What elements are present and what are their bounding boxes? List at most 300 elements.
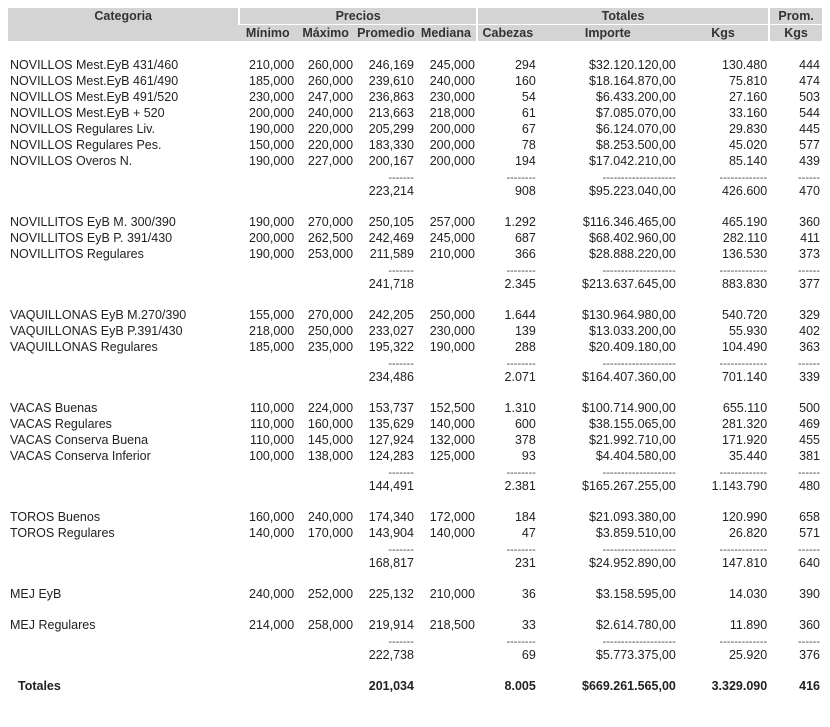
- subtotal-kgs: 147.810: [721, 555, 768, 570]
- row-mediana: 140,000: [429, 525, 475, 540]
- row-cabezas: 184: [514, 509, 536, 524]
- row-cabezas: 47: [521, 525, 536, 540]
- row-kgs: 171.920: [721, 432, 768, 447]
- divider-prom-kgs: ------: [798, 543, 820, 555]
- subtotal-promedio: 168,817: [368, 555, 414, 570]
- row-prom-kgs: 329: [799, 307, 820, 322]
- divider-prom-kgs: ------: [798, 635, 820, 647]
- row-minimo: 155,000: [249, 307, 295, 322]
- row-mediana: 257,000: [429, 214, 475, 229]
- table-row: [8, 137, 822, 153]
- row-minimo: 230,000: [249, 89, 295, 104]
- row-prom-kgs: 571: [799, 525, 820, 540]
- row-mediana: 210,000: [429, 586, 475, 601]
- row-mediana: 172,000: [429, 509, 475, 524]
- row-maximo: 270,000: [307, 307, 354, 322]
- table-row: [8, 416, 822, 432]
- row-minimo: 140,000: [249, 525, 295, 540]
- subtotal-importe: $95.223.040,00: [588, 183, 676, 198]
- row-promedio: 213,663: [368, 105, 414, 120]
- subtotal-promedio: 234,486: [368, 369, 414, 384]
- row-promedio: 200,167: [368, 153, 414, 168]
- row-importe: $21.093.380,00: [588, 509, 676, 524]
- subtotal-divider: [8, 169, 822, 183]
- row-prom-kgs: 469: [799, 416, 820, 431]
- row-maximo: 227,000: [307, 153, 354, 168]
- row-cabezas: 1.310: [504, 400, 536, 415]
- row-category: TOROS Regulares: [10, 525, 115, 540]
- row-minimo: 218,000: [249, 323, 295, 338]
- row-cabezas: 67: [521, 121, 536, 136]
- row-mediana: 218,000: [429, 105, 475, 120]
- subtotal-kgs: 701.140: [721, 369, 768, 384]
- row-maximo: 247,000: [307, 89, 354, 104]
- row-mediana: 132,000: [429, 432, 475, 447]
- row-cabezas: 294: [514, 57, 536, 72]
- row-mediana: 125,000: [429, 448, 475, 463]
- subtotal-kgs: 883.830: [721, 276, 768, 291]
- row-category: MEJ EyB: [10, 586, 62, 601]
- subtotal-divider: [8, 541, 822, 555]
- row-cabezas: 366: [514, 246, 536, 261]
- row-minimo: 210,000: [249, 57, 295, 72]
- row-cabezas: 93: [521, 448, 536, 463]
- header-importe: Importe: [538, 25, 678, 42]
- row-promedio: 143,904: [368, 525, 414, 540]
- table-row: [8, 509, 822, 525]
- row-importe: $20.409.180,00: [588, 339, 676, 354]
- row-category: NOVILLOS Overos N.: [10, 153, 133, 168]
- header-mediana: Mediana: [416, 25, 477, 42]
- row-category: NOVILLITOS EyB P. 391/430: [10, 230, 173, 245]
- row-category: NOVILLOS Regulares Pes.: [10, 137, 162, 152]
- row-prom-kgs: 503: [799, 89, 820, 104]
- total-cabezas: 8.005: [504, 678, 536, 693]
- table-header: [8, 8, 822, 41]
- row-cabezas: 378: [514, 432, 536, 447]
- row-kgs: 45.020: [728, 137, 768, 152]
- row-mediana: 230,000: [429, 89, 475, 104]
- subtotal-prom-kgs: 480: [799, 478, 820, 493]
- row-cabezas: 54: [521, 89, 536, 104]
- row-promedio: 195,322: [368, 339, 414, 354]
- header-prom-kgs: Kgs: [769, 25, 822, 42]
- table-row: [8, 57, 822, 73]
- row-promedio: 219,914: [368, 617, 414, 632]
- subtotal-kgs: 426.600: [721, 183, 768, 198]
- subtotal-divider: [8, 464, 822, 478]
- header-kgs: Kgs: [678, 25, 769, 42]
- divider-promedio: -------: [388, 264, 414, 276]
- header-categoria: Categoria: [8, 8, 239, 41]
- row-minimo: 110,000: [249, 432, 295, 447]
- divider-cabezas: --------: [506, 357, 536, 369]
- divider-kgs: -------------: [719, 357, 768, 369]
- divider-importe: --------------------: [602, 466, 676, 478]
- subtotal-divider: [8, 633, 822, 647]
- row-category: NOVILLOS Mest.EyB + 520: [10, 105, 165, 120]
- row-category: VACAS Regulares: [10, 416, 112, 431]
- row-category: NOVILLITOS Regulares: [10, 246, 144, 261]
- subtotal-importe: $213.637.645,00: [582, 276, 676, 291]
- row-minimo: 214,000: [249, 617, 295, 632]
- row-kgs: 11.890: [729, 617, 768, 632]
- row-mediana: 200,000: [429, 121, 475, 136]
- subtotal-row: [8, 478, 822, 494]
- table-row: [8, 246, 822, 262]
- row-maximo: 260,000: [307, 73, 354, 88]
- row-importe: $21.992.710,00: [588, 432, 676, 447]
- table-row: [8, 525, 822, 541]
- row-maximo: 262,500: [307, 230, 354, 245]
- row-mediana: 190,000: [429, 339, 475, 354]
- row-category: VAQUILLONAS EyB P.391/430: [10, 323, 183, 338]
- table-row: [8, 230, 822, 246]
- divider-importe: --------------------: [602, 635, 676, 647]
- divider-prom-kgs: ------: [798, 171, 820, 183]
- row-importe: $17.042.210,00: [588, 153, 676, 168]
- row-importe: $100.714.900,00: [582, 400, 676, 415]
- row-category: NOVILLOS Mest.EyB 461/490: [10, 73, 179, 88]
- row-cabezas: 36: [521, 586, 536, 601]
- row-maximo: 252,000: [307, 586, 354, 601]
- row-prom-kgs: 444: [799, 57, 820, 72]
- row-minimo: 150,000: [249, 137, 295, 152]
- divider-importe: --------------------: [602, 264, 676, 276]
- row-minimo: 185,000: [249, 339, 295, 354]
- row-kgs: 104.490: [721, 339, 768, 354]
- header-cabezas: Cabezas: [477, 25, 538, 42]
- row-mediana: 140,000: [429, 416, 475, 431]
- subtotal-row: [8, 555, 822, 571]
- divider-importe: --------------------: [602, 543, 676, 555]
- row-prom-kgs: 381: [799, 448, 820, 463]
- divider-prom-kgs: ------: [798, 357, 820, 369]
- table-row: [8, 153, 822, 169]
- subtotal-importe: $165.267.255,00: [582, 478, 676, 493]
- row-category: NOVILLITOS EyB M. 300/390: [10, 214, 176, 229]
- row-prom-kgs: 360: [799, 617, 820, 632]
- row-category: NOVILLOS Regulares Liv.: [10, 121, 155, 136]
- row-promedio: 127,924: [368, 432, 414, 447]
- divider-promedio: -------: [388, 543, 414, 555]
- row-maximo: 235,000: [307, 339, 354, 354]
- grand-total-row: [8, 678, 822, 694]
- row-promedio: 250,105: [368, 214, 414, 229]
- total-prom-kgs: 416: [799, 678, 820, 693]
- row-category: TOROS Buenos: [10, 509, 101, 524]
- row-kgs: 29.830: [728, 121, 768, 136]
- divider-kgs: -------------: [719, 264, 768, 276]
- row-importe: $18.164.870,00: [588, 73, 676, 88]
- row-prom-kgs: 390: [799, 586, 820, 601]
- subtotal-kgs: 25.920: [728, 647, 768, 662]
- row-minimo: 160,000: [249, 509, 295, 524]
- divider-promedio: -------: [388, 466, 414, 478]
- row-importe: $116.346.465,00: [582, 214, 676, 229]
- row-prom-kgs: 373: [799, 246, 820, 261]
- row-cabezas: 160: [514, 73, 536, 88]
- row-importe: $32.120.120,00: [588, 57, 676, 72]
- divider-promedio: -------: [388, 357, 414, 369]
- row-mediana: 210,000: [429, 246, 475, 261]
- row-kgs: 26.820: [728, 525, 768, 540]
- row-kgs: 33.160: [728, 105, 768, 120]
- subtotal-row: [8, 183, 822, 199]
- divider-cabezas: --------: [506, 466, 536, 478]
- row-minimo: 190,000: [249, 246, 295, 261]
- table-row: [8, 617, 822, 633]
- subtotal-prom-kgs: 470: [799, 183, 820, 198]
- row-promedio: 124,283: [368, 448, 414, 463]
- row-promedio: 239,610: [368, 73, 414, 88]
- row-promedio: 153,737: [368, 400, 414, 415]
- row-kgs: 120.990: [721, 509, 768, 524]
- subtotal-promedio: 241,718: [368, 276, 414, 291]
- divider-prom-kgs: ------: [798, 264, 820, 276]
- row-cabezas: 288: [514, 339, 536, 354]
- row-minimo: 240,000: [249, 586, 295, 601]
- row-minimo: 100,000: [249, 448, 295, 463]
- row-kgs: 465.190: [721, 214, 768, 229]
- subtotal-cabezas: 2.345: [504, 276, 536, 291]
- row-importe: $6.433.200,00: [595, 89, 676, 104]
- row-minimo: 200,000: [249, 230, 295, 245]
- subtotal-divider: [8, 355, 822, 369]
- row-kgs: 75.810: [728, 73, 768, 88]
- row-mediana: 200,000: [429, 153, 475, 168]
- row-mediana: 152,500: [429, 400, 475, 415]
- subtotal-prom-kgs: 640: [799, 555, 820, 570]
- row-promedio: 242,469: [368, 230, 414, 245]
- row-importe: $6.124.070,00: [595, 121, 676, 136]
- header-promedio: Promedio: [357, 26, 415, 40]
- row-importe: $3.859.510,00: [595, 525, 676, 540]
- row-kgs: 655.110: [722, 400, 768, 415]
- row-promedio: 236,863: [368, 89, 414, 104]
- divider-kgs: -------------: [719, 171, 768, 183]
- row-prom-kgs: 455: [799, 432, 820, 447]
- row-cabezas: 78: [521, 137, 536, 152]
- row-category: VAQUILLONAS EyB M.270/390: [10, 307, 187, 322]
- price-summary-table: [8, 8, 822, 694]
- row-category: NOVILLOS Mest.EyB 431/460: [10, 57, 179, 72]
- row-mediana: 250,000: [429, 307, 475, 322]
- row-kgs: 55.930: [728, 323, 768, 338]
- table-row: [8, 89, 822, 105]
- subtotal-importe: $24.952.890,00: [588, 555, 676, 570]
- row-mediana: 218,500: [429, 617, 475, 632]
- row-promedio: 174,340: [368, 509, 414, 524]
- header-maximo: Máximo: [296, 25, 355, 42]
- row-promedio: 246,169: [368, 57, 414, 72]
- row-cabezas: 1.644: [504, 307, 536, 322]
- row-mediana: 245,000: [429, 57, 475, 72]
- row-promedio: 242,205: [368, 307, 414, 322]
- row-minimo: 110,000: [249, 416, 295, 431]
- divider-kgs: -------------: [719, 635, 768, 647]
- row-cabezas: 600: [514, 416, 536, 431]
- row-importe: $4.404.580,00: [595, 448, 676, 463]
- row-minimo: 190,000: [249, 214, 295, 229]
- row-minimo: 190,000: [249, 121, 295, 136]
- row-prom-kgs: 577: [799, 137, 820, 152]
- table-row: [8, 105, 822, 121]
- header-prom: Prom.: [769, 8, 822, 25]
- row-importe: $68.402.960,00: [588, 230, 676, 245]
- row-prom-kgs: 500: [799, 400, 820, 415]
- row-maximo: 240,000: [307, 105, 354, 120]
- table-row: [8, 323, 822, 339]
- row-promedio: 225,132: [368, 586, 414, 601]
- subtotal-cabezas: 2.071: [504, 369, 536, 384]
- table-row: [8, 214, 822, 230]
- table-row: [8, 307, 822, 323]
- row-prom-kgs: 658: [799, 509, 820, 524]
- divider-importe: --------------------: [602, 357, 676, 369]
- table-row: [8, 121, 822, 137]
- row-importe: $28.888.220,00: [588, 246, 676, 261]
- row-cabezas: 33: [521, 617, 536, 632]
- row-prom-kgs: 360: [799, 214, 820, 229]
- table-body: [8, 41, 822, 694]
- subtotal-cabezas: 231: [514, 555, 536, 570]
- table-row: [8, 73, 822, 89]
- row-cabezas: 194: [514, 153, 536, 168]
- row-minimo: 110,000: [249, 400, 295, 415]
- divider-prom-kgs: ------: [798, 466, 820, 478]
- row-kgs: 282.110: [722, 230, 768, 245]
- row-prom-kgs: 411: [800, 230, 820, 245]
- row-kgs: 130.480: [721, 57, 768, 72]
- row-importe: $7.085.070,00: [595, 105, 676, 120]
- subtotal-kgs: 1.143.790: [711, 478, 768, 493]
- row-prom-kgs: 402: [799, 323, 820, 338]
- row-maximo: 145,000: [307, 432, 354, 447]
- row-importe: $13.033.200,00: [588, 323, 676, 338]
- subtotal-promedio: 223,214: [368, 183, 414, 198]
- row-mediana: 230,000: [429, 323, 475, 338]
- row-promedio: 183,330: [368, 137, 414, 152]
- row-promedio: 135,629: [368, 416, 414, 431]
- divider-kgs: -------------: [719, 466, 768, 478]
- row-kgs: 540.720: [721, 307, 768, 322]
- row-minimo: 185,000: [249, 73, 295, 88]
- subtotal-cabezas: 908: [514, 183, 536, 198]
- divider-cabezas: --------: [506, 264, 536, 276]
- subtotal-divider: [8, 262, 822, 276]
- table-row: [8, 432, 822, 448]
- subtotal-promedio: 222,738: [368, 647, 414, 662]
- row-maximo: 170,000: [307, 525, 354, 540]
- row-promedio: 205,299: [368, 121, 414, 136]
- subtotal-prom-kgs: 377: [799, 276, 820, 291]
- header-minimo: Mínimo: [239, 25, 296, 42]
- subtotal-importe: $5.773.375,00: [595, 647, 676, 662]
- row-kgs: 27.160: [728, 89, 768, 104]
- row-importe: $38.155.065,00: [588, 416, 676, 431]
- row-prom-kgs: 474: [799, 73, 820, 88]
- row-category: VACAS Buenas: [10, 400, 98, 415]
- row-maximo: 253,000: [307, 246, 354, 261]
- header-totales: Totales: [477, 8, 769, 25]
- row-mediana: 200,000: [429, 137, 475, 152]
- row-maximo: 240,000: [307, 509, 354, 524]
- total-promedio: 201,034: [368, 678, 414, 693]
- row-category: VACAS Conserva Inferior: [10, 448, 151, 463]
- table-row: [8, 400, 822, 416]
- row-prom-kgs: 439: [799, 153, 820, 168]
- row-minimo: 200,000: [249, 105, 295, 120]
- divider-importe: --------------------: [602, 171, 676, 183]
- row-maximo: 260,000: [307, 57, 354, 72]
- divider-cabezas: --------: [506, 543, 536, 555]
- row-cabezas: 1.292: [504, 214, 536, 229]
- header-precios: Precios: [239, 8, 477, 25]
- row-kgs: 35.440: [728, 448, 768, 463]
- row-prom-kgs: 445: [799, 121, 820, 136]
- row-cabezas: 61: [521, 105, 536, 120]
- divider-cabezas: --------: [506, 171, 536, 183]
- total-kgs: 3.329.090: [711, 678, 768, 693]
- row-maximo: 160,000: [307, 416, 354, 431]
- row-category: MEJ Regulares: [10, 617, 96, 632]
- row-prom-kgs: 544: [799, 105, 820, 120]
- subtotal-cabezas: 69: [521, 647, 536, 662]
- table-row: [8, 339, 822, 355]
- subtotal-row: [8, 276, 822, 292]
- row-maximo: 138,000: [307, 448, 354, 463]
- row-kgs: 136.530: [721, 246, 768, 261]
- row-promedio: 211,589: [369, 246, 414, 261]
- row-maximo: 224,000: [307, 400, 354, 415]
- row-kgs: 85.140: [728, 153, 768, 168]
- row-importe: $3.158.595,00: [595, 586, 676, 601]
- row-promedio: 233,027: [368, 323, 414, 338]
- row-importe: $130.964.980,00: [582, 307, 676, 322]
- row-mediana: 245,000: [429, 230, 475, 245]
- row-kgs: 14.030: [728, 586, 768, 601]
- row-importe: $2.614.780,00: [595, 617, 676, 632]
- row-maximo: 220,000: [307, 121, 354, 136]
- subtotal-importe: $164.407.360,00: [582, 369, 676, 384]
- row-prom-kgs: 363: [799, 339, 820, 354]
- row-category: VAQUILLONAS Regulares: [10, 339, 158, 354]
- row-cabezas: 139: [514, 323, 536, 338]
- row-importe: $8.253.500,00: [595, 137, 676, 152]
- subtotal-row: [8, 369, 822, 385]
- table-row: [8, 448, 822, 464]
- row-category: NOVILLOS Mest.EyB 491/520: [10, 89, 179, 104]
- subtotal-prom-kgs: 339: [799, 369, 820, 384]
- subtotal-promedio: 144,491: [368, 478, 414, 493]
- subtotal-row: [8, 647, 822, 663]
- row-maximo: 220,000: [307, 137, 354, 152]
- table-row: [8, 586, 822, 602]
- divider-promedio: -------: [388, 171, 414, 183]
- row-maximo: 270,000: [307, 214, 354, 229]
- total-label: Totales: [18, 678, 61, 693]
- divider-cabezas: --------: [506, 635, 536, 647]
- divider-promedio: -------: [388, 635, 414, 647]
- row-kgs: 281.320: [721, 416, 768, 431]
- row-maximo: 258,000: [307, 617, 354, 632]
- subtotal-prom-kgs: 376: [799, 647, 820, 662]
- total-importe: $669.261.565,00: [582, 678, 676, 693]
- row-cabezas: 687: [514, 230, 536, 245]
- row-maximo: 250,000: [307, 323, 354, 338]
- subtotal-cabezas: 2.381: [504, 478, 536, 493]
